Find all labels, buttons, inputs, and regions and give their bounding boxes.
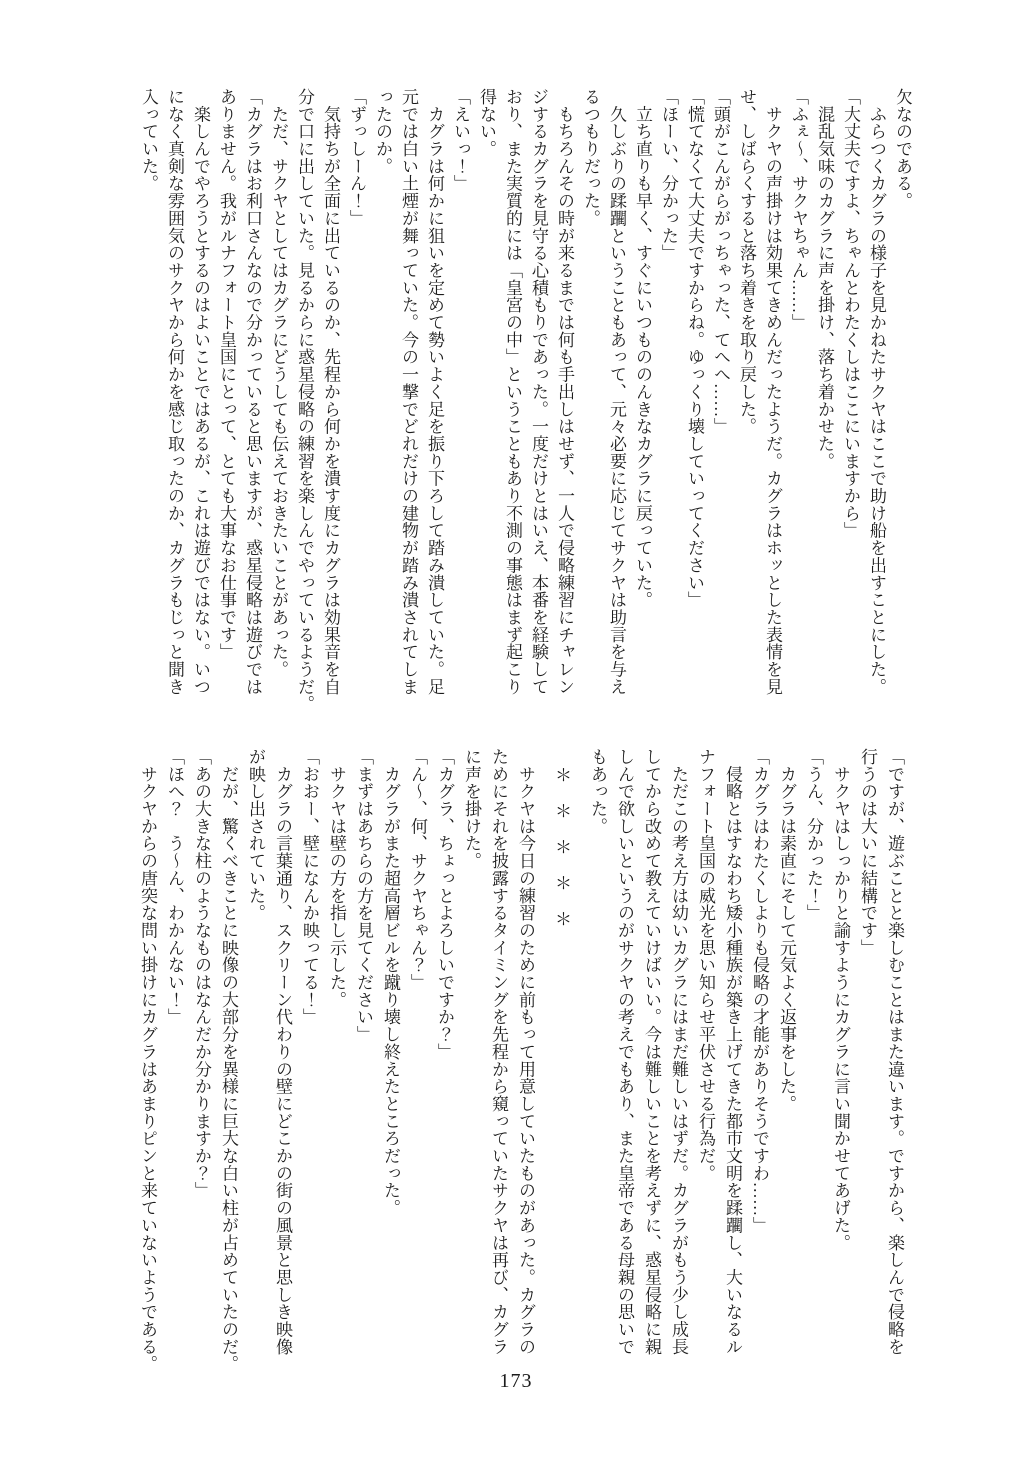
text-column: 侵略とはすなわち矮小種族が築き上げてきた都市文明を蹂躙し、大いなるル bbox=[723, 748, 742, 1356]
page-number: 173 bbox=[499, 1370, 533, 1392]
text-column: カグラは素直にそして元気よく返事をした。 bbox=[777, 748, 796, 1113]
text-column: せ、しばらくすると落ち着きを取り戻した。 bbox=[737, 88, 756, 435]
text-column: に声を掛けた。 bbox=[462, 748, 481, 870]
text-column: 入っていた。 bbox=[139, 88, 158, 193]
text-column: 「頭がこんがらがっちゃった、てへへ……」 bbox=[711, 88, 730, 435]
text-column: 「慌てなくて大丈夫ですからね。ゆっくり壊していってください」 bbox=[685, 88, 704, 609]
text-column: カグラは何かに狙いを定めて勢いよく足を振り下ろして踏み潰していた。足 bbox=[425, 88, 444, 696]
text-column: ふらつくカグラの様子を見かねたサクヤはここで助け船を出すことにした。 bbox=[867, 88, 886, 696]
text-column: 「あの大きな柱のようなものはなんだか分かりますか？」 bbox=[192, 748, 211, 1200]
text-column: サクヤは壁の方を指し示した。 bbox=[327, 748, 346, 1009]
text-column: 立ち直りも早く、すぐにいつもののんきなカグラに戻っていた。 bbox=[633, 88, 652, 609]
text-column: 元では白い土煙が舞っていた。今の一撃でどれだけの建物が踏み潰されてしま bbox=[399, 88, 418, 696]
text-column: になく真剣な雰囲気のサクヤから何かを感じ取ったのか、カグラもじっと聞き bbox=[165, 88, 184, 696]
text-column: してから改めて教えていけばいい。今は難しいことを考えずに、惑星侵略に親 bbox=[642, 748, 661, 1356]
text-column: が映し出されていた。 bbox=[246, 748, 265, 922]
text-column: ジするカグラを見守る心積もりであった。一度だけとはいえ、本番を経験して bbox=[529, 88, 548, 696]
text-column: おり、また実質的には「皇宮の中」ということもあり不測の事態はまず起こり bbox=[503, 88, 522, 696]
text-column: 「ほへ？ う〜ん、わかんない！」 bbox=[165, 748, 184, 1026]
text-column: サクヤはしっかりと諭すようにカグラに言い聞かせてあげた。 bbox=[831, 748, 850, 1252]
text-column: だが、驚くべきことに映像の大部分を異様に巨大な白い柱が占めていたのだ。 bbox=[219, 748, 238, 1373]
text-column: ありません。我がルナフォート皇国にとって、とても大事なお仕事です」 bbox=[217, 88, 236, 661]
text-column: もあった。 bbox=[588, 748, 607, 835]
text-column: 「うん、分かった！」 bbox=[804, 748, 823, 922]
text-column: 混乱気味のカグラに声を掛け、落ち着かせた。 bbox=[815, 88, 834, 470]
text-column: ったのか。 bbox=[373, 88, 392, 175]
text-column: 「ずっしーん！」 bbox=[347, 88, 366, 227]
text-column: ためにそれを披露するタイミングを先程から窺っていたサクヤは再び、カグラ bbox=[489, 748, 508, 1356]
text-column: 「ん〜、何、サクヤちゃん？」 bbox=[408, 748, 427, 991]
top-text-block bbox=[135, 88, 915, 713]
text-column: サクヤは今日の練習のために前もって用意していたものがあった。カグラの bbox=[516, 748, 535, 1356]
text-column: 「おおー、壁になんか映ってる！」 bbox=[300, 748, 319, 1026]
bottom-text-block bbox=[134, 748, 908, 1373]
text-column: 気持ちが全面に出ているのか、先程から何かを潰す度にカグラは効果音を自 bbox=[321, 88, 340, 696]
text-column: 「ふぇ〜、サクヤちゃん……」 bbox=[789, 88, 808, 331]
text-column: 「ですが、遊ぶことと楽しむことはまた違います。ですから、楽しんで侵略を bbox=[885, 748, 904, 1356]
text-column: 「まずはあちらの方を見てください」 bbox=[354, 748, 373, 1043]
text-column: ナフォート皇国の威光を思い知らせ平伏させる行為だ。 bbox=[696, 748, 715, 1182]
text-column: 「カグラ、ちょっとよろしいですか？」 bbox=[435, 748, 454, 1061]
text-column: るつもりだった。 bbox=[581, 88, 600, 227]
text-column: ただこの考え方は幼いカグラにはまだ難しいはずだ。カグラがもう少し成長 bbox=[669, 748, 688, 1356]
text-column: カグラの言葉通り、スクリーン代わりの壁にどこかの街の風景と思しき映像 bbox=[273, 748, 292, 1356]
text-column: 楽しんでやろうとするのはよいことではあるが、これは遊びではない。いつ bbox=[191, 88, 210, 696]
text-column: サクヤの声掛けは効果てきめんだったようだ。カグラはホッとした表情を見 bbox=[763, 88, 782, 696]
text-column: サクヤからの唐突な問い掛けにカグラはあまりピンと来ていないようである。 bbox=[138, 748, 157, 1373]
text-column: 「えいっ！」 bbox=[451, 88, 470, 193]
text-column: カグラがまた超高層ビルを蹴り壊し終えたところだった。 bbox=[381, 748, 400, 1217]
text-column: 欠なのである。 bbox=[893, 88, 912, 210]
text-column: 分で口に出していた。見るからに惑星侵略の練習を楽しんでやっているようだ。 bbox=[295, 88, 314, 713]
text-column: 久しぶりの蹂躙ということもあって、元々必要に応じてサクヤは助言を与え bbox=[607, 88, 626, 696]
text-column: 「カグラはわたくしよりも侵略の才能がありそうですわ……」 bbox=[750, 748, 769, 1234]
text-column: 「大丈夫ですよ、ちゃんとわたくしはここにいますから」 bbox=[841, 88, 860, 540]
text-column: 「カグラはお利口さんなので分かっていると思いますが、惑星侵略は遊びでは bbox=[243, 88, 262, 696]
text-column: 行うのは大いに結構です」 bbox=[858, 748, 877, 957]
section-separator: ＊ ＊ ＊ ＊ ＊ bbox=[552, 748, 571, 928]
text-column: しんで欲しいというのがサクヤの考えでもあり、また皇帝である母親の思いで bbox=[615, 748, 634, 1356]
text-column: 得ない。 bbox=[477, 88, 496, 158]
text-column: 「ほーい、分かった」 bbox=[659, 88, 678, 262]
text-column: もちろんその時が来るまでは何も手出しはせず、一人で侵略練習にチャレン bbox=[555, 88, 574, 696]
text-column: ただ、サクヤとしてはカグラにどうしても伝えておきたいことがあった。 bbox=[269, 88, 288, 678]
